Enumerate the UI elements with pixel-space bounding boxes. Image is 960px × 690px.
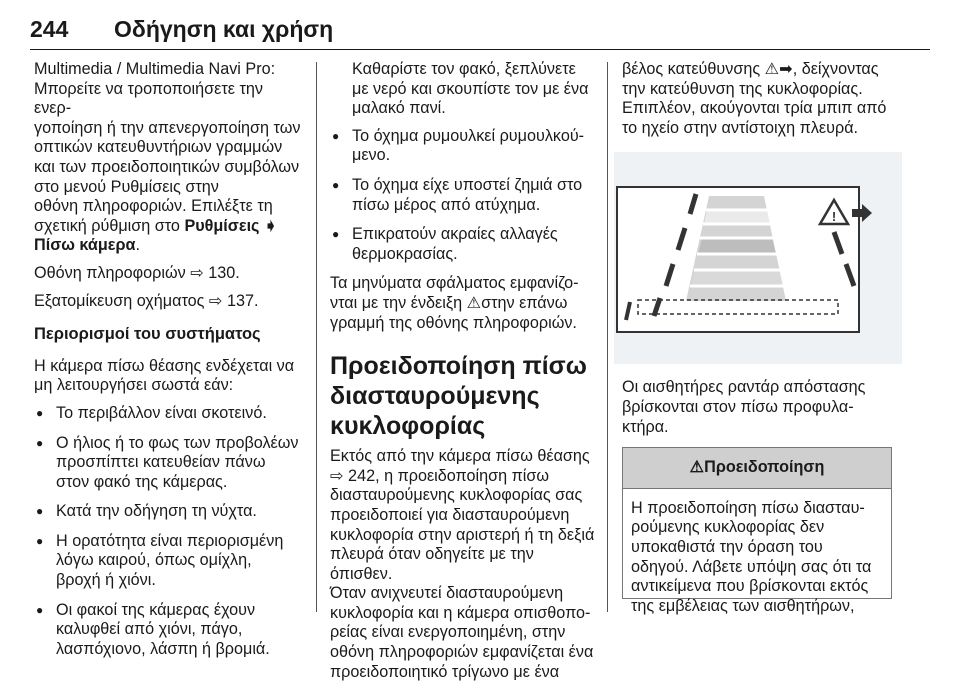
warning-box <box>622 447 892 615</box>
list-item: ● Το όχημα είχε υποστεί ζημιά στο πίσω μέρος από ατύχημα. <box>330 176 598 215</box>
arrow-paragraph: βέλος κατεύθυνσης ⚠➡, δείχνοντας την κατεύθυνση της κυκλοφορίας. Επιπλέον, ακούγονται τρία μπιπ από το ηχείο στην αντίστοιχη πλευρά. <box>622 60 887 137</box>
list-item: ● Το περιβάλλον είναι σκοτεινό. <box>34 404 304 424</box>
page-title: Οδήγηση και χρήση <box>114 16 334 42</box>
column-2 <box>330 60 598 690</box>
limitations-list <box>34 404 304 660</box>
paragraph-settings: Multimedia / Multimedia Navi Pro: Μπορείτε να τροποποιήσετε την ενερ- γοποίηση ή την απενεργοποίηση των οπτικών κατευθυντήριων γραμμών και των προειδοποιητικών συμβόλων στο μενού Ρυθμίσεις στην οθόνη πληροφοριών. Επιλέξτε τη σχετική ρύθμιση στο Ρυθμίσεις ➧ Πίσω κάμερα. <box>34 60 301 255</box>
section-heading-cross-traffic: Προειδοποίηση πίσω διασταυρούμενης κυκλοφορίας <box>330 352 587 441</box>
list-item: ● Επικρατούν ακραίες αλλαγές θερμοκρασίας. <box>330 225 598 264</box>
warning-box-title: ⚠Προειδοποίηση <box>623 448 891 489</box>
column-divider-2 <box>607 62 608 612</box>
menu-path-rear-camera: Πίσω κάμερα <box>34 236 136 255</box>
column-3 <box>622 60 892 615</box>
column-divider-1 <box>316 62 317 612</box>
list-item: ● Η ορατότητα είναι περιορισμένη λόγω καιρού, όπως ομίχλη, βροχή ή χιόνι. <box>34 532 304 591</box>
cross-reference: Εξατομίκευση οχήματος ⇨ 137. <box>34 291 259 310</box>
radar-sensors-paragraph: Οι αισθητήρες ραντάρ απόστασης βρίσκονται στον πίσω προφυλα- κτήρα. <box>622 378 866 436</box>
error-message-paragraph: Τα μηνύματα σφάλματος εμφανίζο- νται με την ένδειξη ⚠στην επάνω γραμμή της οθόνης πληροφοριών. <box>330 274 579 332</box>
section-heading-limitations: Περιορισμοί του συστήματος <box>34 325 261 344</box>
warning-box-body: Η προειδοποίηση πίσω διασταυ- ρούμενης κυκλοφορίας δεν υποκαθιστά την όραση του οδηγού. Λάβετε υπόψη σας ότι τα αντικείμενα που βρίσκονται εκτός της εμβέλειας των αισθητήρων, <box>631 498 872 615</box>
cross-traffic-paragraph: Εκτός από την κάμερα πίσω θέασης ⇨ 242, η προειδοποίηση πίσω διασταυρούμενης κυκλοφορίας σας προειδοποιεί για διασταυρούμενη κυκλοφορία στην αριστερή ή τη δεξιά πλευρά όταν οδηγείτε με την όπισθεν. Όταν ανιχνευτεί διασταυρούμενη κυκλοφορία και η κάμερα οπισθοπο- ρείας είναι ενεργοποιημένη, στην οθόνη πληροφοριών εμφανίζεται ένα προειδοποιητικό τρίγωνο με ένα <box>330 447 595 681</box>
list-item: ● Κατά την οδήγηση τη νύχτα. <box>34 502 304 522</box>
header-rule <box>30 49 930 50</box>
list-item: ● Το όχημα ρυμουλκεί ρυμουλκού- μενο. <box>330 127 598 166</box>
limitations-list-continued <box>330 127 598 265</box>
svg-text:!: ! <box>831 209 837 225</box>
cross-reference: Οθόνη πληροφοριών ⇨ 130. <box>34 263 240 282</box>
rear-camera-illustration <box>614 152 902 364</box>
page-number: 244 <box>30 16 69 42</box>
continued-text: Καθαρίστε τον φακό, ξεπλύνετε με νερό και σκουπίστε τον με ένα μαλακό πανί. <box>352 60 589 118</box>
list-item: ● Ο ήλιος ή το φως των προβολέων προσπίπτει κατευθείαν πάνω στον φακό της κάμερας. <box>34 434 304 493</box>
column-1 <box>34 60 304 669</box>
page-header <box>30 0 930 54</box>
rear-camera-display-figure <box>614 152 902 364</box>
list-item: ● Οι φακοί της κάμερας έχουν καλυφθεί από χιόνι, πάγο, λασπόχιονο, λάσπη ή βρομιά. <box>34 601 304 660</box>
intro-paragraph: Η κάμερα πίσω θέασης ενδέχεται να μη λειτουργήσει σωστά εάν: <box>34 356 295 395</box>
menu-path-settings: Ρυθμίσεις ➧ <box>184 216 278 235</box>
